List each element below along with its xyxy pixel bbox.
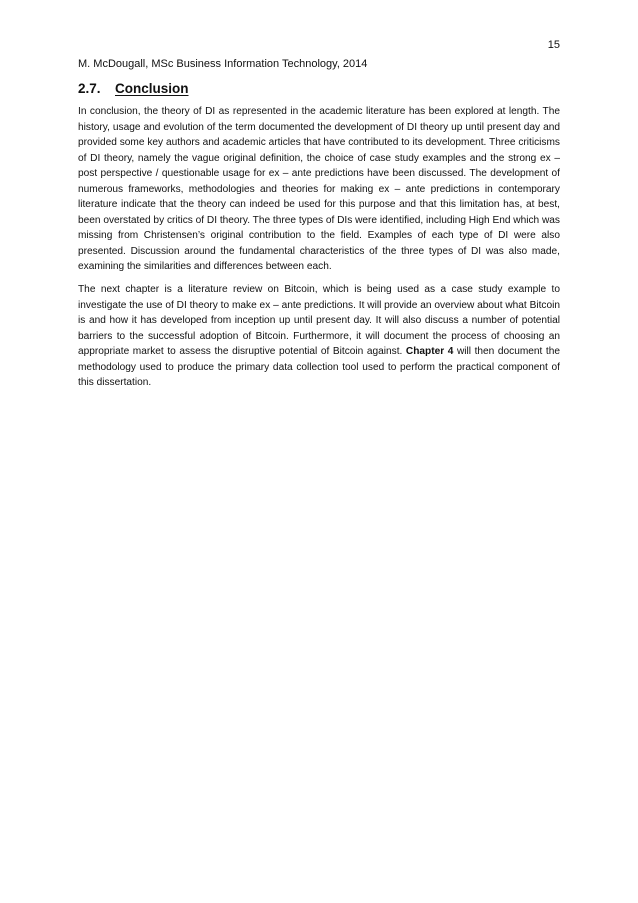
paragraph-text-end: will then document the methodology used to produce the primary data collection tool used to perform the practical component of this dissertation.	[78, 346, 560, 389]
running-header: M. McDougall, MSc Business Information Technology, 2014	[78, 58, 368, 70]
section-title: Conclusion	[115, 81, 189, 96]
page-number: 15	[547, 39, 560, 51]
chapter-reference: Chapter 4	[405, 346, 454, 358]
paragraph-next-chapter	[78, 282, 560, 391]
paragraph-conclusion: In conclusion, the theory of DI as represented in the academic literature has been explored at length. The history, usage and evolution of the term documented the development of DI theory up until present day and provided some key authors and academic articles that have contributed to its development. Three criticisms of DI theory, namely the vague original definition, the choice of case study examples and the strong ex – post perspective / questionable usage for ex – ante predictions have been discussed. The development of numerous frameworks, methodologies and theories for making ex – ante predictions in contemporary literature indicate that the theory can indeed be used for this purpose and that this limitation has, at best, been overstated by critics of DI theory. The three types of DIs were identified, including High End which was missing from Christensen’s original contribution to the field. Examples of each type of DI were also presented. Discussion around the fundamental characteristics of the three types of DI was also made, examining the similarities and differences between each.	[78, 106, 560, 273]
paragraph-text-start: The next chapter is a literature review on Bitcoin, which is being used as a case study example to investigate the use of DI theory to make ex – ante predictions. It will provide an overview about what Bitcoin is and how it has developed from inception up until present day. It will also discuss a number of potential barriers to the successful adoption of Bitcoin. Furthermore, it will document the process of choosing an appropriate market to assess the disruptive potential of Bitcoin against.	[78, 284, 560, 358]
section-number: 2.7.	[78, 81, 101, 96]
section-heading	[78, 80, 560, 98]
